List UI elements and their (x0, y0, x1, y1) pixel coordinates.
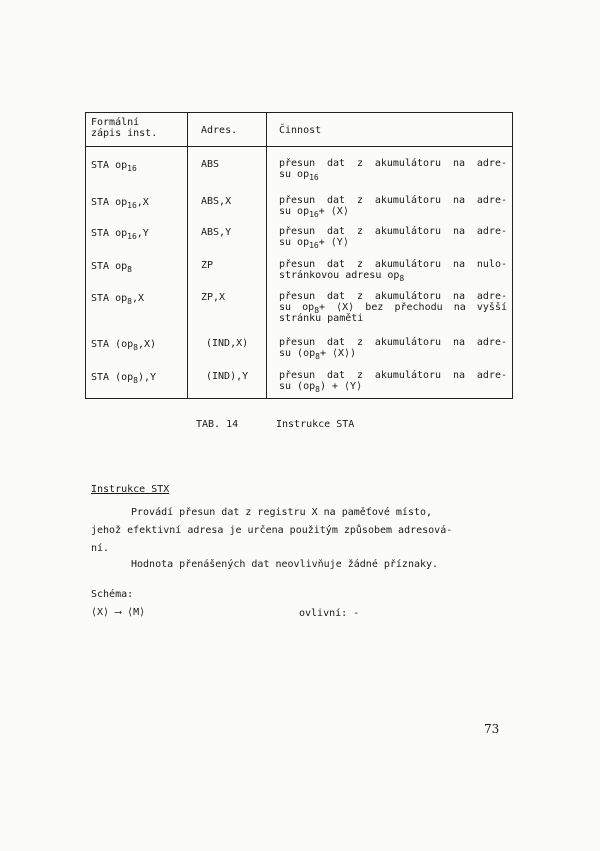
paragraph-line: ní. (91, 543, 110, 554)
addressing-mode: (IND,X) (206, 338, 249, 349)
affects-flags: ovlivní: - (299, 608, 360, 619)
activity-description: přesun dat z akumulátoru na adre- su $op_8+$ ⟨X⟩ bez přechodu na vyšší stránku paměti (279, 291, 507, 324)
addressing-mode: ABS,X (201, 196, 232, 207)
addressing-mode: (IND),Y (206, 371, 249, 382)
formal-notation: STA $op_{16},X$ (91, 197, 149, 210)
flags-paragraph: Hodnota přenášených dat neovlivňuje žádné příznaky. (131, 559, 439, 570)
schema-formula: ⟨X⟩ ⟶ ⟨M⟩ (91, 607, 146, 618)
section-heading: Instrukce STX (91, 484, 170, 495)
activity-description: přesun dat z akumulátoru na adre- su $op_{16}$ (279, 158, 507, 182)
paragraph-line: jehož efektivní adresa je určena použitým způsobem adresová- (91, 525, 453, 536)
addressing-mode: ZP (201, 260, 214, 271)
table-column-divider (187, 113, 188, 398)
table-column-divider (266, 113, 267, 398)
formal-notation: STA $op_{16},Y$ (91, 228, 149, 241)
activity-description: přesun dat z akumulátoru na adre- su $op_{16}+$ ⟨X⟩ (279, 195, 507, 219)
formal-notation: STA $(op_8,X)$ (91, 339, 157, 352)
formal-notation: STA $op_8$ (91, 261, 132, 274)
addressing-mode: ABS,Y (201, 227, 232, 238)
addressing-mode: ABS (201, 159, 220, 170)
formal-notation: STA $(op_8),Y$ (91, 372, 157, 385)
addressing-mode: ZP,X (201, 292, 226, 303)
activity-description: přesun dat z akumulátoru na adre- su ($op_8+$ ⟨X⟩) (279, 337, 507, 361)
instruction-table (85, 112, 513, 399)
formal-notation: STA $op_{16}$ (91, 160, 137, 173)
header-activity: Činnost (279, 125, 322, 136)
activity-description: přesun dat z akumulátoru na adre- su $op_{16}+$ ⟨Y⟩ (279, 226, 507, 250)
formal-notation: STA $op_8,X$ (91, 293, 144, 306)
header-addressing: Adres. (201, 125, 238, 136)
paragraph-line: Provádí přesun dat z registru X na paměťové místo, (131, 507, 433, 518)
table-caption-title: Instrukce STA (276, 419, 355, 430)
activity-description: přesun dat z akumulátoru na nulo- stránkovou adresu $op_8$ (279, 259, 507, 283)
description-paragraph (91, 504, 506, 558)
activity-description: přesun dat z akumulátoru na adre- su $(op_8)$ + ⟨Y⟩ (279, 370, 507, 394)
page-number: 73 (484, 722, 500, 736)
table-caption-number: TAB. 14 (196, 419, 239, 430)
schema-label: Schéma: (91, 589, 134, 600)
table-header-divider (86, 146, 512, 147)
header-formal-notation: Formální zápis inst. (91, 117, 158, 139)
